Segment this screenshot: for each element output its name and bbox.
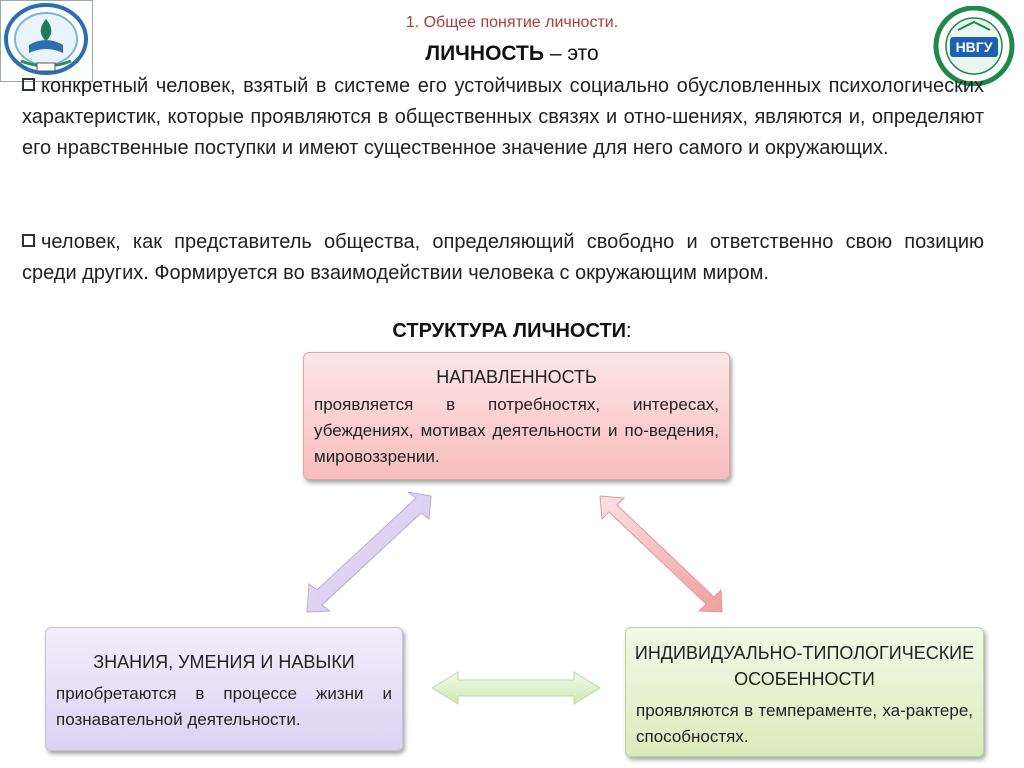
structure-title-colon: : <box>626 320 632 342</box>
node-knowledge-skills <box>45 627 403 751</box>
slide-title <box>0 42 1024 66</box>
definition-2-text: человек, как представитель общества, определяющий свободно и ответственно свою позицию среди других. Формируется во взаимодействии человека с окружающим миром. <box>22 231 984 284</box>
node-orientation <box>303 352 730 480</box>
arrow-top-right <box>600 496 722 612</box>
definition-1-text: конкретный человек, взятый в системе его устойчивых социально обусловленных психологических характеристик, которые проявляются в общественных связях и отно-шениях, являются и, определяют его нравственные поступки и имеют существенное значение для него самого и окружающих. <box>22 75 984 159</box>
structure-title-text: СТРУКТУРА ЛИЧНОСТИ <box>392 320 627 342</box>
definition-1 <box>22 71 984 164</box>
slide-subtitle: 1. Общее понятие личности. <box>405 14 619 31</box>
node-knowledge-text: приобретаются в процессе жизни и познавательной деятельности. <box>56 684 392 729</box>
node-knowledge-heading: ЗНАНИЯ, УМЕНИЯ И НАВЫКИ <box>93 652 355 672</box>
checkbox-bullet-icon <box>22 78 35 91</box>
node-orientation-heading: НАПАВЛЕННОСТЬ <box>436 367 597 387</box>
node-traits-text: проявляются в темпераменте, ха-рактере, способностях. <box>636 701 973 746</box>
title-term: ЛИЧНОСТЬ <box>425 42 544 65</box>
left-logo <box>0 0 93 82</box>
checkbox-bullet-icon <box>22 234 35 247</box>
arrow-bottom <box>432 672 600 704</box>
right-logo-text: НВГУ <box>955 39 993 55</box>
title-rest: – это <box>543 42 599 65</box>
structure-title <box>0 320 1024 343</box>
node-individual-traits <box>625 627 984 757</box>
arrow-top-left <box>307 492 431 612</box>
definition-2 <box>22 227 984 289</box>
node-traits-heading: ИНДИВИДУАЛЬНО-ТИПОЛОГИЧЕСКИЕ ОСОБЕННОСТИ <box>634 643 975 689</box>
node-orientation-text: проявляется в потребностях, интересах, убеждениях, мотивах деятельности и по-ведения, мировоззрении. <box>314 395 719 466</box>
